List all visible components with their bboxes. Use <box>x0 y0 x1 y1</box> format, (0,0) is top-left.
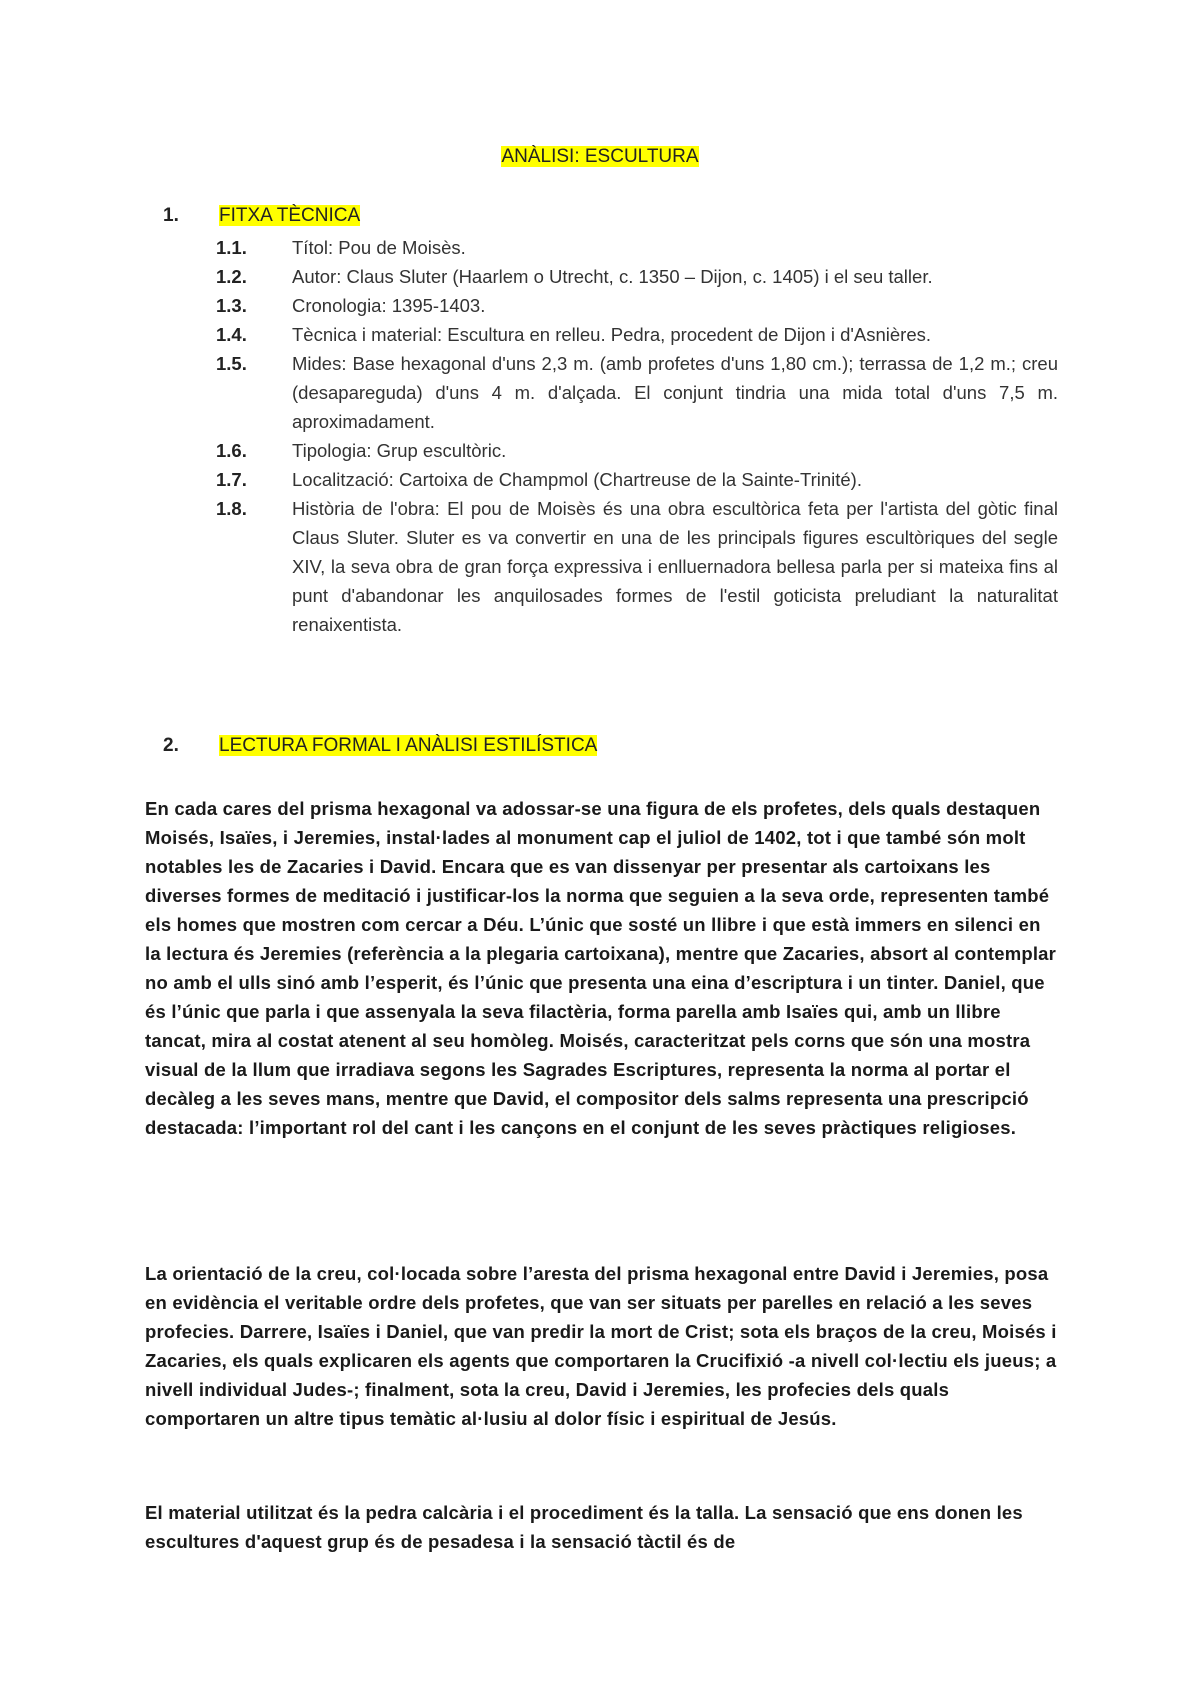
item-text: Tècnica i material: Escultura en relleu. Pedra, procedent de Dijon i d'Asnières. <box>292 324 932 345</box>
item-text: Mides: Base hexagonal d'uns 2,3 m. (amb profetes d'uns 1,80 cm.); terrassa de 1,2 m.; creu (desapareguda) d'uns 4 m. d'alçada. El conjunt tindria una mida total d'uns 7,5 m. aproximadament. <box>292 353 1058 432</box>
item-number: 1.4. <box>216 324 247 345</box>
item-number: 1.1. <box>216 237 247 258</box>
section-heading-fitxa-tecnica <box>163 205 360 227</box>
body-paragraph-2: La orientació de la creu, col·locada sobre l’aresta del prisma hexagonal entre David i Jeremies, posa en evidència el veritable ordre dels profetes, que van ser situats per parelles en relació a les seves profecies. Darrere, Isaïes i Daniel, que van predir la mort de Crist; sota els braços de la creu, Moisés i Zacaries, els quals explicaren els agents que comportaren la Crucifixió -a nivell col·lectiu els jueus; a nivell individual Judes-; finalment, sota la creu, David i Jeremies, les profecies dels quals comportaren un altre tipus temàtic al·lusiu al dolor físic i espiritual de Jesús. <box>145 1263 1057 1429</box>
item-text: Autor: Claus Sluter (Haarlem o Utrecht, c. 1350 – Dijon, c. 1405) i el seu taller. <box>292 266 933 287</box>
section-number: 1. <box>163 205 179 226</box>
item-text: Tipologia: Grup escultòric. <box>292 440 507 461</box>
list-item-autor <box>216 262 1058 291</box>
body-paragraph-1: En cada cares del prisma hexagonal va adossar-se una figura de els profetes, dels quals destaquen Moisés, Isaïes, i Jeremies, instal·lades al monument cap el juliol de 1402, tot i que també són molt notables les de Zacaries i David. Encara que es van dissenyar per presentar als cartoixans les diverses formes de meditació i justificar-los la norma que seguien a la seva orde, representen també els homes que mostren com cercar a Déu. L’únic que sosté un llibre i que està immers en silenci en la lectura és Jeremies (referència a la plegaria cartoixana), mentre que Zacaries, absort al contemplar no amb el ulls sinó amb l’esperit, és l’únic que presenta una eina d’escriptura i un tinter. Daniel, que és l’únic que parla i que assenyala la seva filactèria, forma parella amb Isaïes qui, amb un llibre tancat, mira al costat atenent al seu homòleg. Moisés, caracteritzat pels corns que són una mostra visual de la llum que irradiava segons les Sagrades Escriptures, representa la norma al portar el decàleg a les seves mans, mentre que David, el compositor dels salms representa una prescripció destacada: l’important rol del cant i les cançons en el conjunt de les seves pràctiques religioses. <box>145 798 1057 1138</box>
item-text: Localització: Cartoixa de Champmol (Chartreuse de la Sainte-Trinité). <box>292 469 862 490</box>
item-number: 1.8. <box>216 498 247 519</box>
list-item-titol <box>216 233 1058 262</box>
item-number: 1.5. <box>216 353 247 374</box>
list-item-localitzacio <box>216 465 1058 494</box>
list-item-tecnica <box>216 320 1058 349</box>
fitxa-tecnica-list <box>216 233 1058 639</box>
body-paragraph-3: El material utilitzat és la pedra calcària i el procediment és la talla. La sensació que ens donen les escultures d'aquest grup és de pesadesa i la sensació tàctil és de <box>145 1502 1023 1552</box>
section-label: FITXA TÈCNICA <box>219 205 361 226</box>
item-number: 1.7. <box>216 469 247 490</box>
document-title <box>0 146 1200 168</box>
list-item-mides <box>216 349 1058 436</box>
title-highlight: ANÀLISI: ESCULTURA <box>501 146 699 167</box>
item-number: 1.2. <box>216 266 247 287</box>
list-item-historia <box>216 494 1058 639</box>
item-text: Cronologia: 1395-1403. <box>292 295 486 316</box>
item-number: 1.6. <box>216 440 247 461</box>
list-item-tipologia <box>216 436 1058 465</box>
section-number: 2. <box>163 735 179 756</box>
item-text: Títol: Pou de Moisès. <box>292 237 466 258</box>
item-number: 1.3. <box>216 295 247 316</box>
section-label: LECTURA FORMAL I ANÀLISI ESTILÍSTICA <box>219 735 598 756</box>
item-text: Història de l'obra: El pou de Moisès és una obra escultòrica feta per l'artista del gòtic final Claus Sluter. Sluter es va convertir en una de les principals figures escultòriques del segle XIV, la seva obra de gran força expressiva i enlluernadora bellesa parla per si mateixa fins al punt d'abandonar les anquilosades formes de l'estil goticista preludiant la naturalitat renaixentista. <box>292 498 1058 635</box>
section-heading-lectura-formal <box>163 735 597 757</box>
list-item-cronologia <box>216 291 1058 320</box>
